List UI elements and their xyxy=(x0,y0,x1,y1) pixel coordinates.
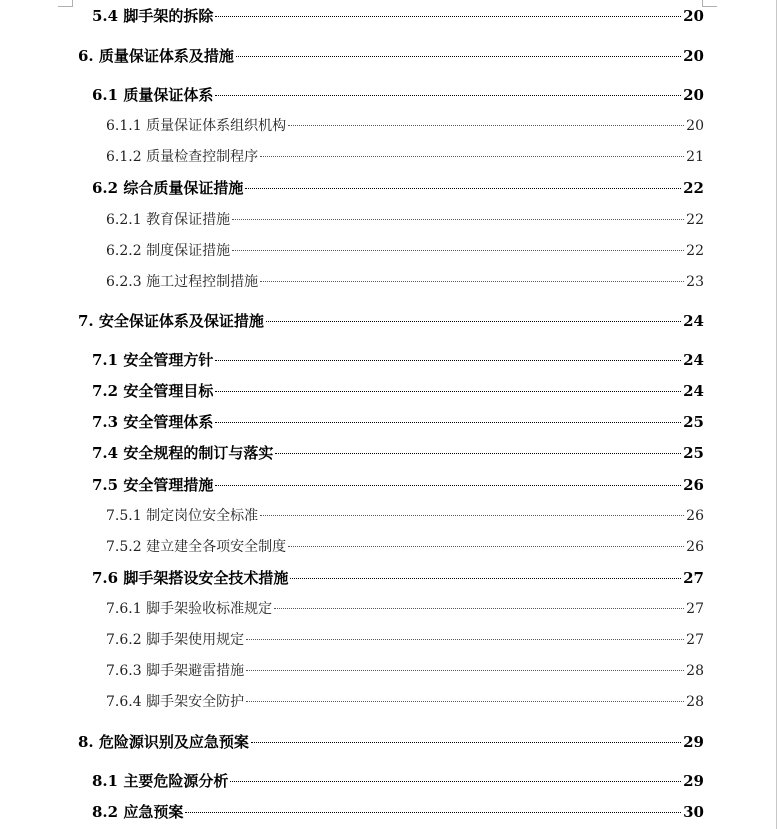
toc-entry-label: 7.6 脚手架搭设安全技术措施 xyxy=(92,569,289,587)
toc-entry-page: 26 xyxy=(686,539,704,555)
toc-dot-leader xyxy=(246,670,684,671)
toc-entry-label: 7.1 安全管理方针 xyxy=(92,351,214,369)
toc-entry-page: 23 xyxy=(686,274,704,290)
toc-entry-page: 20 xyxy=(686,118,704,134)
toc-dot-leader xyxy=(215,391,681,392)
toc-entry-page: 26 xyxy=(683,476,704,494)
toc-entry[interactable] xyxy=(92,380,704,402)
toc-entry-page: 20 xyxy=(683,47,704,65)
toc-entry-page: 28 xyxy=(686,663,704,679)
toc-entry-page: 26 xyxy=(686,508,704,524)
toc-entry[interactable] xyxy=(92,411,704,433)
toc-entry[interactable] xyxy=(78,310,704,332)
toc-entry[interactable] xyxy=(92,84,704,106)
toc-dot-leader xyxy=(232,219,684,220)
toc-entry-label: 7.6.1 脚手架验收标准规定 xyxy=(106,601,273,617)
toc-entry[interactable] xyxy=(106,240,704,262)
toc-entry-page: 22 xyxy=(683,179,704,197)
toc-dot-leader xyxy=(266,321,681,322)
toc-dot-leader xyxy=(260,281,684,282)
toc-entry[interactable] xyxy=(106,660,704,682)
toc-entry-label: 6.2 综合质量保证措施 xyxy=(92,179,244,197)
toc-entry-label: 6.2.1 教育保证措施 xyxy=(106,212,231,228)
toc-entry[interactable] xyxy=(78,45,704,67)
toc-dot-leader xyxy=(185,812,681,813)
toc-entry-page: 24 xyxy=(683,382,704,400)
toc-entry-page: 27 xyxy=(683,569,704,587)
toc-entry[interactable] xyxy=(106,146,704,168)
toc-entry[interactable] xyxy=(106,115,704,137)
toc-dot-leader xyxy=(288,546,684,547)
toc-dot-leader xyxy=(236,56,681,57)
toc-entry-page: 22 xyxy=(686,212,704,228)
toc-entry-label: 7.6.4 脚手架安全防护 xyxy=(106,694,245,710)
toc-entry[interactable] xyxy=(92,177,704,199)
toc-entry-page: 22 xyxy=(686,243,704,259)
toc-dot-leader xyxy=(232,250,684,251)
toc-entry-page: 24 xyxy=(683,312,704,330)
toc-dot-leader xyxy=(275,453,681,454)
toc-entry-page: 20 xyxy=(683,86,704,104)
toc-dot-leader xyxy=(230,781,681,782)
toc-entry-page: 30 xyxy=(683,803,704,821)
toc-entry[interactable] xyxy=(106,209,704,231)
toc-entry-page: 28 xyxy=(686,694,704,710)
toc-entry-page: 25 xyxy=(683,444,704,462)
toc-dot-leader xyxy=(251,742,681,743)
toc-dot-leader xyxy=(215,485,681,486)
toc-entry[interactable] xyxy=(92,770,704,792)
page-corner-mark-left xyxy=(58,0,73,7)
toc-entry-label: 7.5 安全管理措施 xyxy=(92,476,214,494)
toc-entry-label: 6. 质量保证体系及措施 xyxy=(78,47,234,65)
toc-entry-label: 6.1 质量保证体系 xyxy=(92,86,214,104)
toc-entry[interactable] xyxy=(106,536,704,558)
toc-entry-label: 7.5.1 制定岗位安全标准 xyxy=(106,508,259,524)
toc-entry[interactable] xyxy=(92,567,704,589)
toc-dot-leader xyxy=(215,16,681,17)
toc-entry[interactable] xyxy=(106,598,704,620)
toc-entry-label: 7.4 安全规程的制订与落实 xyxy=(92,444,274,462)
toc-dot-leader xyxy=(245,188,681,189)
toc-entry[interactable] xyxy=(78,731,704,753)
toc-dot-leader xyxy=(215,422,681,423)
toc-entry-label: 6.1.2 质量检查控制程序 xyxy=(106,149,259,165)
toc-entry-page: 25 xyxy=(683,413,704,431)
toc-entry[interactable] xyxy=(106,271,704,293)
toc-dot-leader xyxy=(215,95,681,96)
toc-dot-leader xyxy=(246,701,684,702)
toc-entry-page: 20 xyxy=(683,7,704,25)
toc-entry-label: 7.5.2 建立建全各项安全制度 xyxy=(106,539,287,555)
toc-dot-leader xyxy=(246,639,684,640)
toc-dot-leader xyxy=(288,125,684,126)
toc-dot-leader xyxy=(274,608,684,609)
toc-entry[interactable] xyxy=(106,691,704,713)
toc-entry-label: 6.1.1 质量保证体系组织机构 xyxy=(106,118,287,134)
toc-entry[interactable] xyxy=(92,801,704,823)
toc-entry[interactable] xyxy=(92,5,704,27)
toc-entry[interactable] xyxy=(106,629,704,651)
toc-entry-page: 21 xyxy=(686,149,704,165)
toc-entry[interactable] xyxy=(92,474,704,496)
toc-entry-label: 8.2 应急预案 xyxy=(92,803,184,821)
toc-entry-label: 8.1 主要危险源分析 xyxy=(92,772,229,790)
toc-entry-label: 8. 危险源识别及应急预案 xyxy=(78,733,249,751)
toc-dot-leader xyxy=(260,156,684,157)
toc-entry-label: 5.4 脚手架的拆除 xyxy=(92,7,214,25)
toc-entry-label: 6.2.2 制度保证措施 xyxy=(106,243,231,259)
toc-dot-leader xyxy=(260,515,684,516)
toc-dot-leader xyxy=(290,578,681,579)
toc-entry-label: 7.3 安全管理体系 xyxy=(92,413,214,431)
toc-entry-label: 7.2 安全管理目标 xyxy=(92,382,214,400)
toc-entry-label: 7.6.3 脚手架避雷措施 xyxy=(106,663,245,679)
toc-entry-page: 27 xyxy=(686,601,704,617)
toc-entry-label: 6.2.3 施工过程控制措施 xyxy=(106,274,259,290)
toc-entry[interactable] xyxy=(92,349,704,371)
toc-entry-page: 29 xyxy=(683,772,704,790)
toc-entry-label: 7.6.2 脚手架使用规定 xyxy=(106,632,245,648)
toc-entry[interactable] xyxy=(106,505,704,527)
toc-entry-page: 27 xyxy=(686,632,704,648)
toc-entry[interactable] xyxy=(92,442,704,464)
toc-entry-label: 7. 安全保证体系及保证措施 xyxy=(78,312,264,330)
page-edge xyxy=(776,0,777,829)
toc-entry-page: 24 xyxy=(683,351,704,369)
toc-entry-page: 29 xyxy=(683,733,704,751)
toc-dot-leader xyxy=(215,360,681,361)
page-corner-mark-right xyxy=(702,0,717,7)
